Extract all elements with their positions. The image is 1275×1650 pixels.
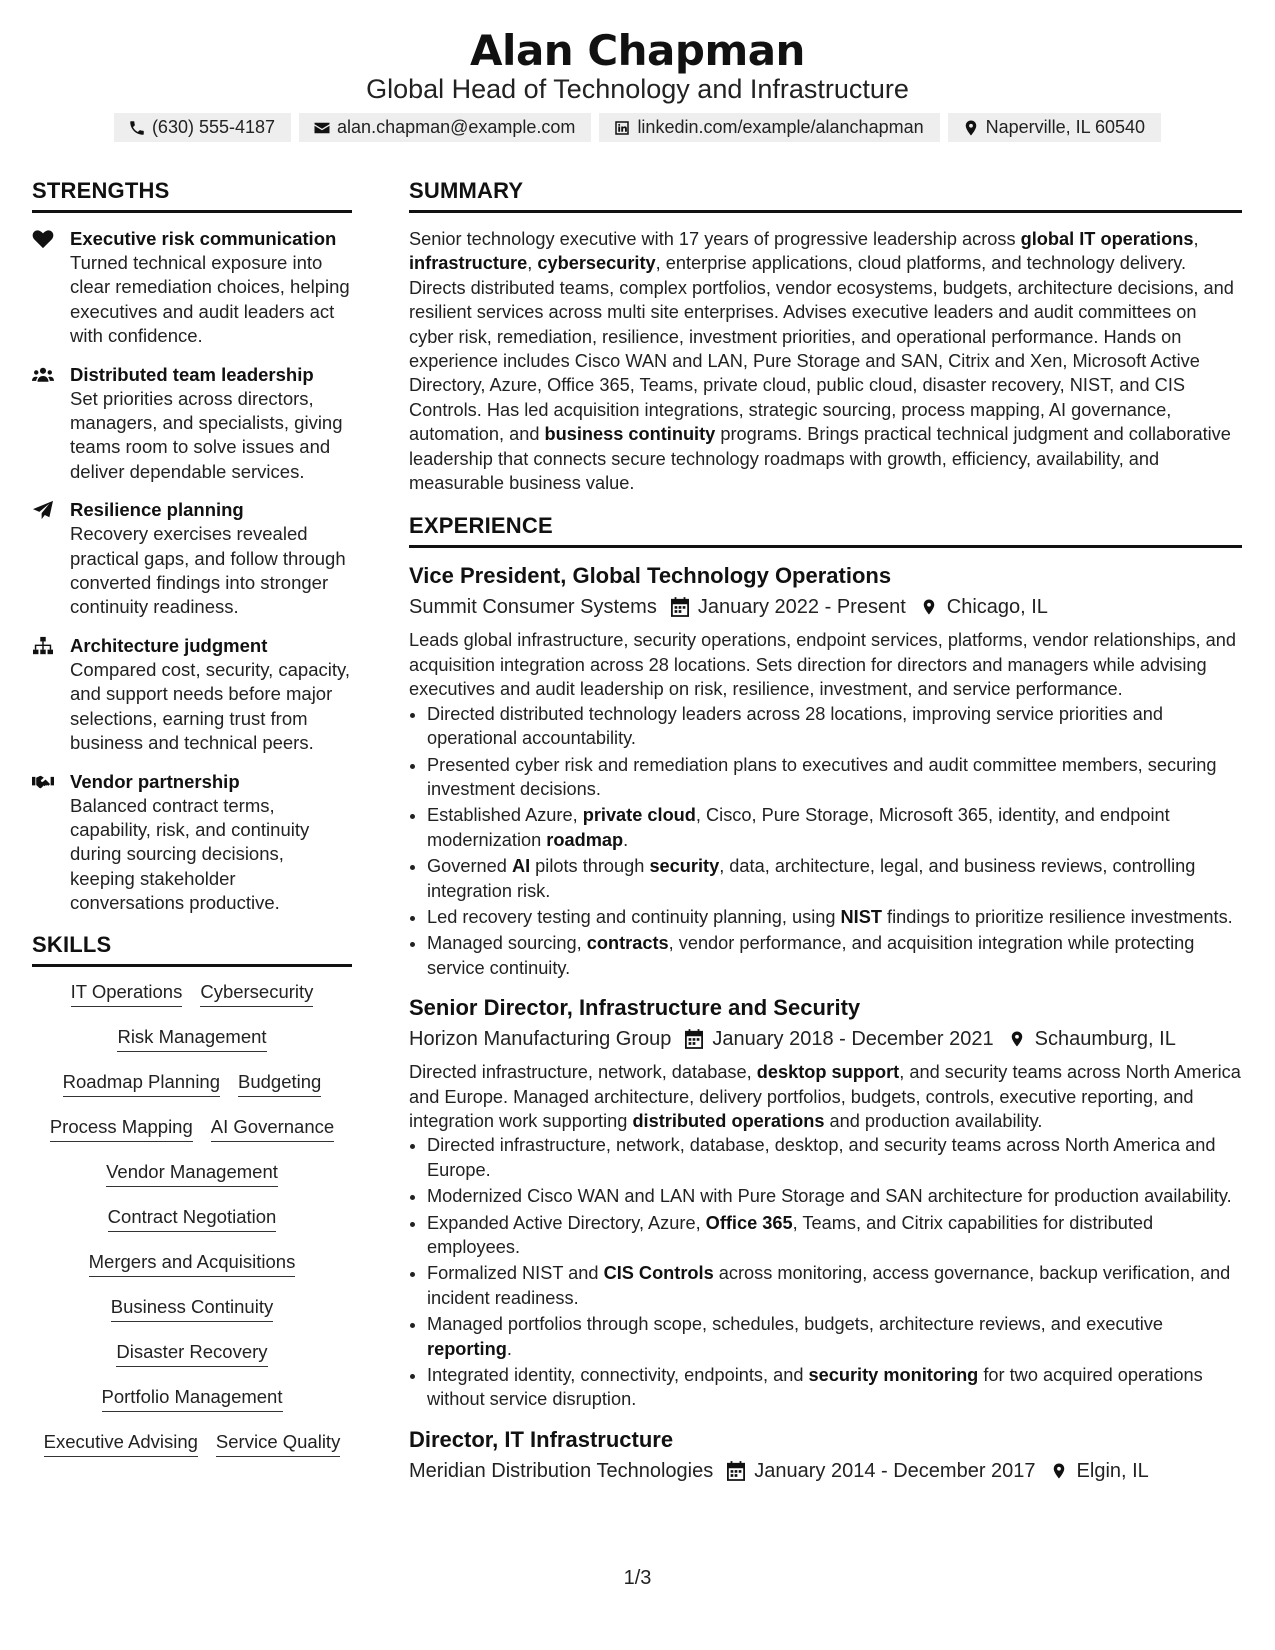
bullet-text: Directed distributed technology leaders across 28 locations, improving service priorities and operational accountability. <box>427 703 1163 749</box>
job-title: Vice President, Global Technology Operations <box>409 563 892 589</box>
summary-emphasis: cybersecurity <box>537 253 656 274</box>
phone-text: (630) 555-4187 <box>151 117 276 137</box>
skills-list <box>32 981 352 1457</box>
bullet-text: Established Azure, <box>427 805 583 826</box>
job-entry <box>409 562 1242 980</box>
paper-plane-icon <box>32 500 54 520</box>
bullet-text: Modernized Cisco WAN and LAN with Pure Storage and SAN architecture for production availability. <box>427 1186 1232 1207</box>
skill-tag: Disaster Recovery <box>116 1341 267 1367</box>
list-item <box>427 1261 1242 1310</box>
skill-tag: Contract Negotiation <box>108 1206 277 1232</box>
bullet-emphasis: roadmap <box>546 829 624 850</box>
skill-row <box>32 1161 352 1187</box>
page-number: 1/3 <box>623 1567 652 1589</box>
left-column <box>32 178 352 1476</box>
list-item <box>427 753 1242 802</box>
summary-text <box>409 227 1242 495</box>
calendar-icon <box>671 597 689 617</box>
job-company: Meridian Distribution Technologies <box>409 1459 714 1482</box>
skill-row <box>32 1341 352 1367</box>
skill-tag: Risk Management <box>117 1026 266 1052</box>
strength-description: Balanced contract terms, capability, risk, and continuity during sourcing decisions, keeping stakeholder conversations productive. <box>70 794 310 914</box>
linkedin-text: linkedin.com/example/alanchapman <box>637 117 924 137</box>
strength-description: Turned technical exposure into clear remediation choices, helping executives and audit leaders act with confidence. <box>70 252 350 347</box>
skill-tag: Cybersecurity <box>200 981 313 1007</box>
handshake-icon <box>32 772 54 792</box>
experience-heading: EXPERIENCE <box>409 513 1242 548</box>
bullet-text: Presented cyber risk and remediation plans to executives and audit committee members, securing investment decisions. <box>427 754 1217 799</box>
bullet-text: , Teams, and Citrix capabilities for distributed employees. <box>427 1212 1154 1257</box>
map-marker-icon <box>920 597 938 617</box>
strength-title: Vendor partnership <box>70 770 240 792</box>
job-dates: January 2014 - December 2017 <box>754 1459 1036 1482</box>
skill-row <box>32 1431 352 1457</box>
bullet-text: , data, architecture, legal, and business reviews, controlling integration risk. <box>427 856 1196 901</box>
bullet-emphasis: NIST <box>840 906 882 927</box>
job-location: Elgin, IL <box>1076 1459 1149 1482</box>
bullet-text: pilots through <box>530 856 650 877</box>
summary-text: , <box>1193 229 1199 249</box>
skill-tag: Service Quality <box>216 1431 340 1457</box>
job-company: Summit Consumer Systems <box>409 596 657 619</box>
strength-description: Compared cost, security, capacity, and support needs before major selections, earning trust from business and technical peers. <box>70 658 351 754</box>
skill-tag: Vendor Management <box>106 1161 278 1187</box>
skill-tag: Business Continuity <box>111 1296 273 1322</box>
summary-emphasis: global IT operations <box>1020 229 1194 249</box>
strength-item <box>32 634 352 756</box>
job-entry <box>409 1426 1242 1484</box>
strength-title: Resilience planning <box>70 499 244 521</box>
bullet-text: , vendor performance, and acquisition integration while protecting service continuity. <box>427 933 1195 978</box>
bullet-text: Directed infrastructure, network, database, desktop, and security teams across North America and Europe. <box>427 1135 1216 1180</box>
bullet-text: , Cisco, Pure Storage, Microsoft 365, identity, and endpoint modernization <box>427 805 1170 850</box>
list-item <box>427 1184 1242 1208</box>
list-item <box>427 905 1242 929</box>
skill-row <box>32 1296 352 1322</box>
calendar-icon <box>727 1461 745 1481</box>
job-title: Director, IT Infrastructure <box>409 1426 674 1452</box>
bullet-text: Formalized NIST and <box>427 1263 604 1284</box>
list-item <box>427 1312 1242 1361</box>
job-location: Chicago, IL <box>946 596 1048 619</box>
skill-row <box>32 981 352 1007</box>
calendar-icon <box>685 1029 703 1049</box>
bullet-text: . <box>506 1338 512 1359</box>
strength-title: Architecture judgment <box>70 634 268 656</box>
bullet-text: Expanded Active Directory, Azure, <box>427 1212 706 1233</box>
job-description-text: Directed infrastructure, network, database, <box>409 1062 757 1083</box>
sitemap-icon <box>32 636 54 656</box>
strength-title: Distributed team leadership <box>70 363 314 385</box>
bullet-text: Governed <box>427 856 512 877</box>
bullet-emphasis: contracts <box>586 933 669 954</box>
job-entry <box>409 994 1242 1412</box>
skill-row <box>32 1116 352 1142</box>
skill-row <box>32 1026 352 1052</box>
contact-phone[interactable] <box>114 113 291 142</box>
bullet-emphasis: AI <box>511 856 531 877</box>
bullet-emphasis: private cloud <box>582 805 696 826</box>
job-meta <box>409 1026 1242 1052</box>
summary-emphasis: business continuity <box>544 424 716 445</box>
skill-row <box>32 1071 352 1097</box>
strength-title: Executive risk communication <box>70 228 337 249</box>
linkedin-icon <box>613 119 631 137</box>
job-title: Senior Director, Infrastructure and Security <box>409 995 861 1021</box>
job-location: Schaumburg, IL <box>1034 1028 1176 1051</box>
skill-row <box>32 1386 352 1412</box>
bullet-emphasis: CIS Controls <box>603 1263 714 1284</box>
bullet-text: across monitoring, access governance, backup verification, and incident readiness. <box>427 1263 1231 1308</box>
contact-linkedin[interactable] <box>599 113 939 142</box>
summary-emphasis: infrastructure <box>409 253 528 274</box>
experience-list <box>409 562 1242 1483</box>
strength-item <box>32 498 352 620</box>
skill-tag: Executive Advising <box>44 1431 198 1457</box>
candidate-headline: Global Head of Technology and Infrastructure <box>366 74 909 104</box>
job-description <box>409 1060 1242 1133</box>
contact-bar <box>0 113 1275 142</box>
skill-tag: Mergers and Acquisitions <box>89 1251 296 1277</box>
strength-item <box>32 363 352 485</box>
skill-tag: Budgeting <box>238 1071 321 1097</box>
skills-heading: SKILLS <box>32 932 352 967</box>
bullet-emphasis: Office 365 <box>705 1212 793 1233</box>
bullet-text: . <box>623 829 629 850</box>
job-description-emphasis: desktop support <box>756 1062 900 1083</box>
candidate-name: Alan Chapman <box>470 26 805 75</box>
strength-item <box>32 227 352 349</box>
summary-text: , enterprise applications, cloud platforms, and technology delivery. Directs distributed teams, complex portfolios, vendor ecosystems, budgets, architecture decisions, and resilient services across multi site enterprises. Advises executive leaders and audit committees on cyber risk, remediation, resilience, investment priorities, and operational performance. Hands on experience includes Cisco WAN and LAN, Pure Storage and SAN, Citrix and Xen, Microsoft Active Directory, Azure, Office 365, Teams, private cloud, public cloud, disaster recovery, NIST, and CIS Controls. Has led acquisition integrations, strategic sourcing, process mapping, AI governance, automation, and <box>409 253 1234 445</box>
envelope-icon <box>313 119 331 137</box>
location-text: Naperville, IL 60540 <box>985 117 1146 137</box>
list-item <box>427 702 1242 751</box>
bullet-text: findings to prioritize resilience investments. <box>881 906 1233 927</box>
strength-item <box>32 770 352 916</box>
skill-row <box>32 1251 352 1277</box>
bullet-text: Led recovery testing and continuity planning, using <box>427 906 841 927</box>
summary-text: Senior technology executive with 17 years of progressive leadership across <box>409 229 1021 249</box>
map-marker-icon <box>962 119 980 137</box>
skill-row <box>32 1206 352 1232</box>
list-item <box>427 803 1242 852</box>
right-column <box>409 178 1242 1498</box>
list-item <box>427 1211 1242 1260</box>
skill-tag: Portfolio Management <box>102 1386 283 1412</box>
users-icon <box>32 365 54 385</box>
strengths-heading: STRENGTHS <box>32 178 352 213</box>
skill-tag: IT Operations <box>71 981 183 1007</box>
bullet-text: for two acquired operations without service disruption. <box>427 1365 1203 1410</box>
strength-description: Recovery exercises revealed practical gaps, and follow through converted findings into stronger continuity readiness. <box>70 523 346 618</box>
job-description-text: , and security teams across North America and Europe. Managed architecture, delivery portfolios, budgets, controls, executive reporting, and integration work supporting <box>409 1062 1241 1131</box>
job-bullets <box>409 702 1242 980</box>
list-item <box>427 854 1242 903</box>
bullet-text: Managed sourcing, <box>427 933 587 954</box>
heart-icon <box>32 229 54 249</box>
skill-tag: Process Mapping <box>50 1116 193 1142</box>
bullet-text: Managed portfolios through scope, schedules, budgets, architecture reviews, and executive <box>427 1314 1164 1335</box>
strength-description: Set priorities across directors, managers, and specialists, giving teams room to solve issues and deliver dependable services. <box>70 387 343 482</box>
job-meta <box>409 594 1242 620</box>
summary-text: , <box>527 253 538 274</box>
bullet-emphasis: security monitoring <box>808 1365 979 1386</box>
job-description-emphasis: distributed operations <box>632 1110 825 1131</box>
contact-location <box>948 113 1161 142</box>
summary-text: programs. Brings practical technical judgment and collaborative leadership that connects secure technology roadmaps with growth, efficiency, availability, and measurable business value. <box>409 424 1231 494</box>
list-item <box>427 931 1242 980</box>
job-company: Horizon Manufacturing Group <box>409 1028 672 1051</box>
email-text: alan.chapman@example.com <box>337 117 576 137</box>
map-marker-icon <box>1008 1029 1026 1049</box>
job-description <box>409 628 1242 701</box>
skill-tag: AI Governance <box>211 1116 334 1142</box>
job-meta <box>409 1458 1242 1484</box>
job-bullets <box>409 1133 1242 1411</box>
job-description-text: Leads global infrastructure, security operations, endpoint services, platforms, vendor relationships, and acquisition integration across 28 locations. Sets direction for directors and managers while advising executives and audit leadership on risk, resilience, investment, and service performance. <box>409 630 1236 700</box>
job-dates: January 2018 - December 2021 <box>712 1028 994 1051</box>
list-item <box>427 1363 1242 1412</box>
bullet-emphasis: security <box>649 856 720 877</box>
bullet-emphasis: reporting <box>427 1338 507 1359</box>
map-marker-icon <box>1050 1461 1068 1481</box>
phone-icon <box>128 119 146 137</box>
contact-email[interactable] <box>299 113 591 142</box>
job-dates: January 2022 - Present <box>697 596 906 619</box>
skill-tag: Roadmap Planning <box>63 1071 220 1097</box>
list-item <box>427 1133 1242 1182</box>
job-description-text: and production availability. <box>824 1110 1043 1131</box>
bullet-text: Integrated identity, connectivity, endpoints, and <box>427 1365 809 1386</box>
summary-heading: SUMMARY <box>409 178 1242 213</box>
